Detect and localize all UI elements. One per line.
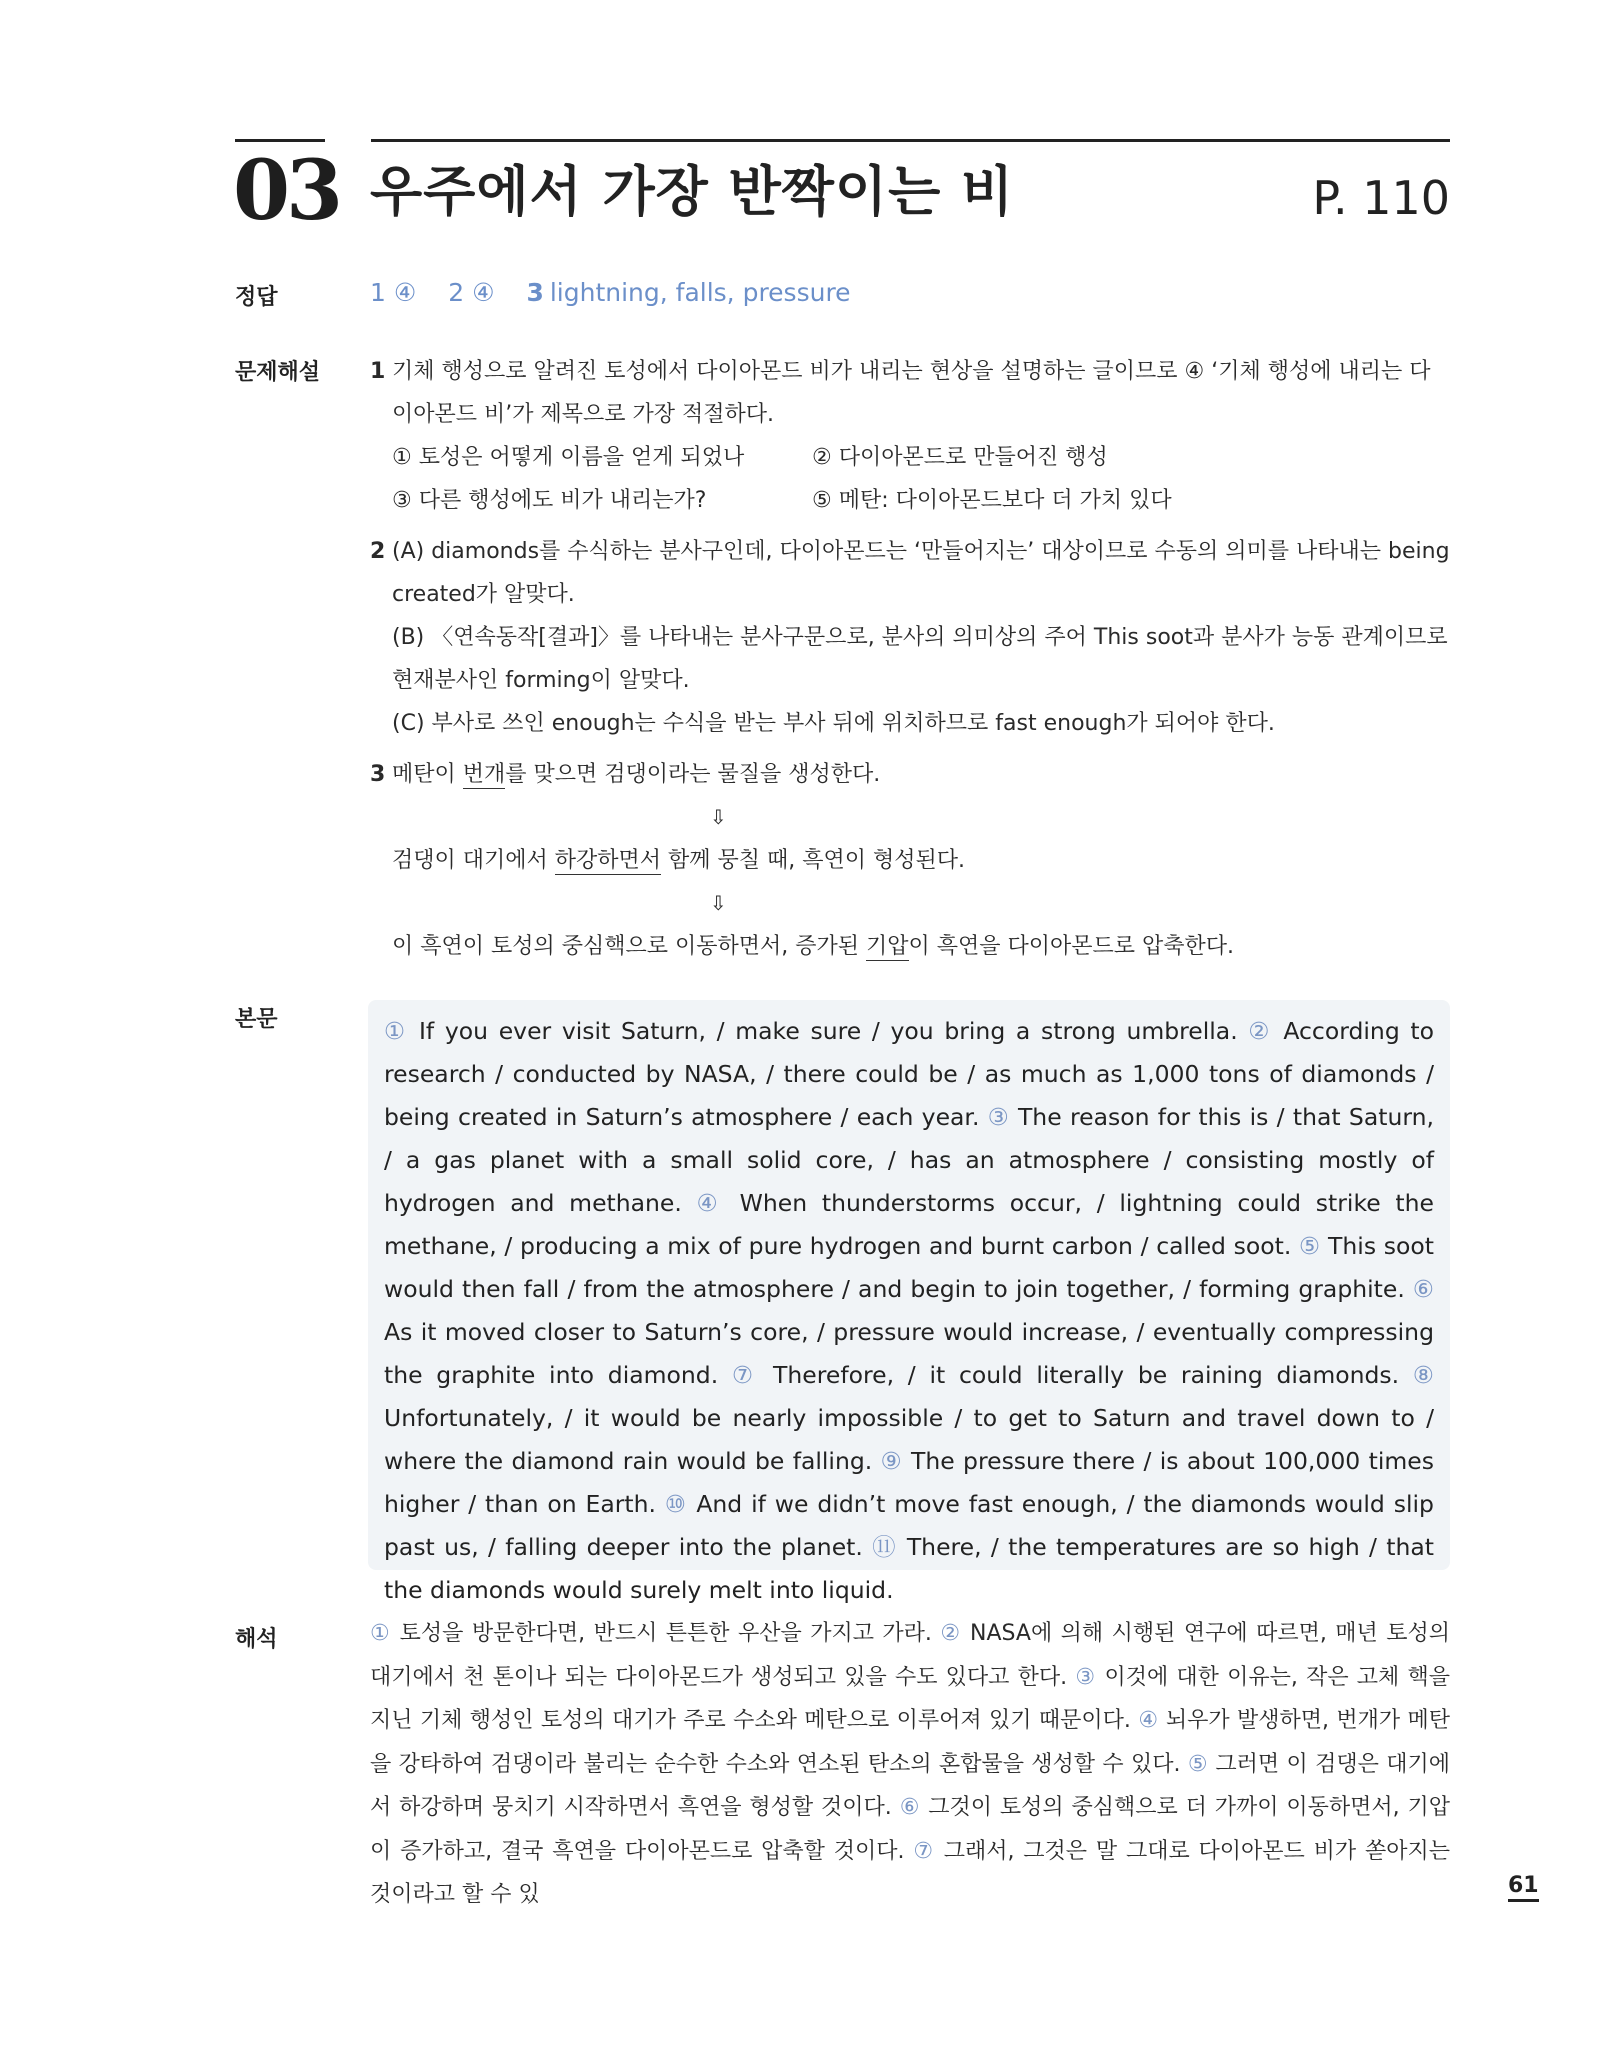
header-rule-left bbox=[235, 139, 325, 142]
sentence-number: ② bbox=[940, 1621, 962, 1646]
sentence-text: According to research / conducted by NASA, / there could be / as much as 1,000 tons of diamonds / being created in Saturn’s atmosphere / each year. bbox=[384, 1017, 1434, 1131]
q3-text: 이 흑연을 다이아몬드로 압축한다. bbox=[908, 934, 1235, 959]
passage-sentence bbox=[732, 1361, 1399, 1389]
answer-2: 2 ④ bbox=[448, 278, 495, 307]
sentence-text: 그래서, 그것은 말 그대로 다이아몬드 비가 쏟아지는 것이라고 할 수 있 bbox=[370, 1838, 1450, 1907]
sentence-text: 그러면 이 검댕은 대기에서 하강하며 뭉치기 시작하면서 흑연을 형성할 것이다. bbox=[370, 1751, 1450, 1820]
sentence-number: ⑦ bbox=[913, 1838, 935, 1864]
answer-line bbox=[370, 278, 875, 308]
explanation-q1 bbox=[370, 350, 1450, 522]
sentence-text: There, / the temperatures are so high / that the diamonds would surely melt into liquid. bbox=[384, 1533, 1434, 1604]
q1-options bbox=[392, 436, 1450, 522]
q1-text: 기체 행성으로 알려진 토성에서 다이아몬드 비가 내리는 현상을 설명하는 글이므로 ④ ‘기체 행성에 내리는 다이아몬드 비’가 제목으로 가장 적절하다. bbox=[392, 359, 1431, 427]
sentence-text: 뇌우가 발생하면, 번개가 메탄을 강타하여 검댕이라 불리는 순수한 수소와 연소된 탄소의 혼합물을 생성할 수 있다. bbox=[370, 1708, 1451, 1777]
q1-option: ⑤ 메탄: 다이아몬드보다 더 가치 있다 bbox=[812, 488, 1172, 513]
q3-flow-step-3 bbox=[392, 925, 1450, 968]
q3-keyword-falls: 하강하면서 bbox=[554, 848, 662, 873]
q2-part-b: (B) 〈연속동작[결과]〉를 나타내는 분사구문으로, 분사의 의미상의 주어 This soot과 분사가 능동 관계이므로 현재분사인 forming이 알맞다. bbox=[392, 625, 1448, 693]
sentence-number: ⑥ bbox=[899, 1795, 921, 1820]
explanation-section bbox=[370, 350, 1450, 976]
passage-sentence bbox=[384, 1017, 1238, 1045]
sentence-number: ⑪ bbox=[872, 1533, 898, 1561]
sentence-text: The pressure there / is about 100,000 times higher / than on Earth. bbox=[384, 1447, 1434, 1518]
sentence-number: ⑤ bbox=[1187, 1751, 1209, 1777]
translation-sentence bbox=[370, 1621, 932, 1646]
q1-option: ③ 다른 행성에도 비가 내리는가? bbox=[392, 488, 707, 513]
q1-option: ① 토성은 어떻게 이름을 얻게 되었나 bbox=[392, 445, 745, 470]
sentence-number: ① bbox=[384, 1017, 409, 1045]
q3-text: 이 흑연이 토성의 중심핵으로 이동하면서, 증가된 bbox=[392, 934, 866, 959]
answer-3-number: 3 bbox=[526, 278, 544, 307]
sentence-text: 토성을 방문한다면, 반드시 튼튼한 우산을 가지고 가라. bbox=[399, 1621, 932, 1646]
label-passage: 본문 bbox=[235, 1007, 278, 1032]
q3-flow-step-1 bbox=[392, 753, 1450, 796]
sentence-number: ⑨ bbox=[880, 1447, 903, 1475]
sentence-number: ⑤ bbox=[1299, 1232, 1321, 1260]
sentence-number: ④ bbox=[1138, 1708, 1159, 1733]
down-arrow-icon: ⇩ bbox=[710, 891, 727, 915]
passage-box bbox=[368, 1000, 1450, 1604]
q2-number: 2 bbox=[370, 539, 386, 564]
sentence-number: ② bbox=[1248, 1017, 1273, 1045]
sentence-text: And if we didn’t move fast enough, / the diamonds would slip past us, / falling deeper into the planet. bbox=[384, 1490, 1434, 1561]
sentence-number: ⑥ bbox=[1412, 1275, 1434, 1303]
header-rule-right bbox=[371, 139, 1450, 142]
sentence-text: NASA에 의해 시행된 연구에 따르면, 매년 토성의 대기에서 천 톤이나 되는 다이아몬드가 생성되고 있을 수도 있다고 한다. bbox=[370, 1621, 1450, 1690]
q3-number: 3 bbox=[370, 762, 386, 787]
sentence-text: When thunderstorms occur, / lightning could strike the methane, / producing a mix of pure hydrogen and burnt carbon / called soot. bbox=[384, 1189, 1434, 1260]
translation-section bbox=[370, 1612, 1450, 1917]
sentence-text: 그것이 토성의 중심핵으로 더 가까이 이동하면서, 기압이 증가하고, 결국 흑연을 다이아몬드로 압축할 것이다. bbox=[370, 1795, 1451, 1864]
sentence-text: As it moved closer to Saturn’s core, / pressure would increase, / eventually compressing the graphite into diamond. bbox=[384, 1318, 1434, 1389]
sentence-text: Unfortunately, / it would be nearly impossible / to get to Saturn and travel down to / where the diamond rain would be falling. bbox=[384, 1404, 1434, 1475]
q3-text: 검댕이 대기에서 bbox=[392, 848, 555, 873]
page-number: 61 bbox=[1508, 1875, 1539, 1902]
sentence-number: ③ bbox=[987, 1103, 1010, 1131]
q3-text: 를 맞으면 검댕이라는 물질을 생성한다. bbox=[505, 762, 881, 787]
page-reference: P. 110 bbox=[1312, 171, 1450, 225]
sentence-number: ⑧ bbox=[1412, 1361, 1434, 1389]
sentence-number: ⑦ bbox=[731, 1361, 760, 1389]
q3-text: 메탄이 bbox=[392, 762, 463, 787]
label-explanation: 문제해설 bbox=[235, 360, 321, 385]
sentence-number: ③ bbox=[1075, 1664, 1097, 1690]
lesson-number: 03 bbox=[233, 143, 340, 239]
q3-keyword-lightning: 번개 bbox=[462, 762, 506, 787]
explanation-q3 bbox=[370, 753, 1450, 968]
sentence-text: 이것에 대한 이유는, 작은 고체 핵을 지닌 기체 행성인 토성의 대기가 주로 수소와 메탄으로 이루어져 있기 때문이다. bbox=[370, 1664, 1450, 1733]
sentence-text: The reason for this is / that Saturn, / a gas planet with a small solid core, / has an atmosphere / consisting mostly of hydrogen and methane. bbox=[384, 1103, 1434, 1217]
q1-number: 1 bbox=[370, 359, 386, 384]
q3-flow-step-2 bbox=[392, 839, 1450, 882]
label-translation: 해석 bbox=[235, 1627, 278, 1652]
down-arrow-icon: ⇩ bbox=[710, 805, 727, 829]
sentence-number: ⑩ bbox=[664, 1490, 688, 1518]
q1-option: ② 다이아몬드로 만들어진 행성 bbox=[812, 445, 1108, 470]
label-answer: 정답 bbox=[235, 285, 278, 310]
q3-keyword-pressure: 기압 bbox=[866, 934, 909, 959]
q2-part-c: (C) 부사로 쓰인 enough는 수식을 받는 부사 뒤에 위치하므로 fast enough가 되어야 한다. bbox=[392, 711, 1275, 736]
sentence-number: ① bbox=[370, 1621, 392, 1646]
sentence-text: If you ever visit Saturn, / make sure / you bring a strong umbrella. bbox=[418, 1017, 1238, 1045]
sentence-text: Therefore, / it could literally be raining diamonds. bbox=[773, 1361, 1400, 1389]
sentence-text: This soot would then fall / from the atmosphere / and begin to join together, / forming graphite. bbox=[384, 1232, 1434, 1303]
answer-3-text: lightning, falls, pressure bbox=[549, 278, 851, 307]
sentence-number: ④ bbox=[696, 1189, 725, 1217]
q2-part-a: (A) diamonds를 수식하는 분사구인데, 다이아몬드는 ‘만들어지는’ 대상이므로 수동의 의미를 나타내는 being created가 알맞다. bbox=[392, 539, 1450, 607]
answer-1: 1 ④ bbox=[370, 278, 417, 307]
explanation-q2 bbox=[370, 530, 1450, 745]
q3-text: 함께 뭉칠 때, 흑연이 형성된다. bbox=[661, 848, 966, 873]
page-title: 우주에서 가장 반짝이는 비 bbox=[370, 160, 1015, 223]
